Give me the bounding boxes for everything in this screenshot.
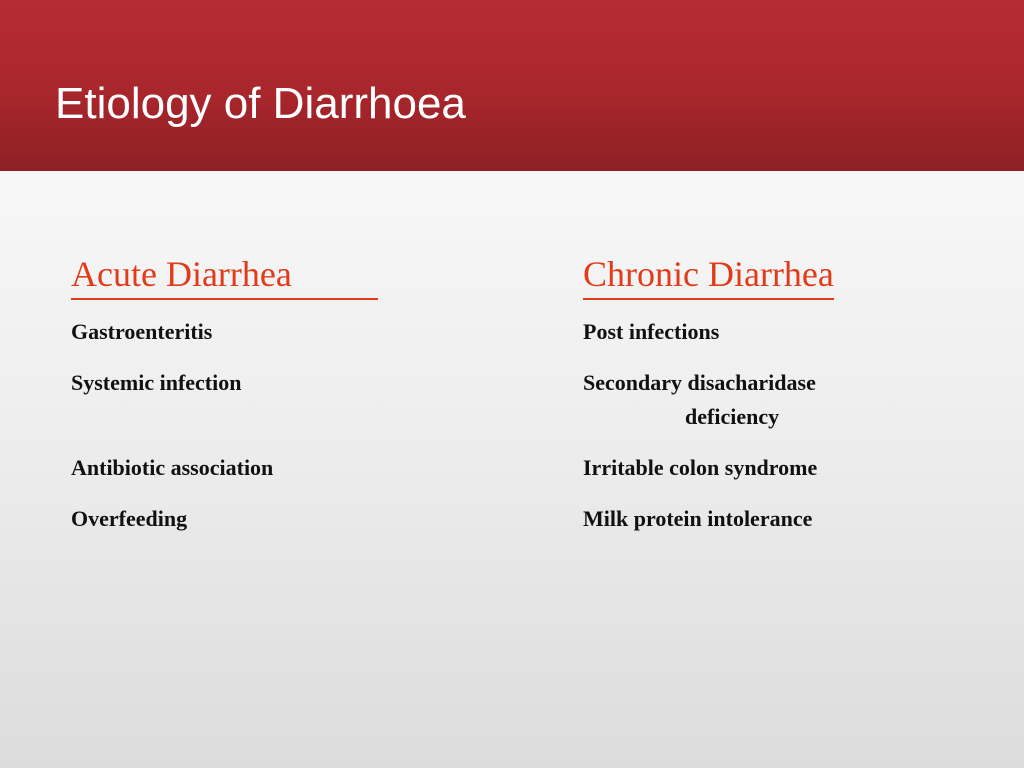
chronic-item-milk-protein-intolerance: Milk protein intolerance [583,506,813,531]
acute-column [71,252,491,553]
chronic-item-secondary-disacharidase-deficiency [583,366,1003,434]
acute-item-overfeeding: Overfeeding [71,506,188,531]
acute-list [71,315,491,536]
chronic-item-line-1: Secondary disacharidase [583,370,816,395]
title-bar [0,0,1024,171]
chronic-list [583,315,1003,536]
chronic-item-post-infections: Post infections [583,319,720,344]
acute-heading: Acute Diarrhea [71,252,378,300]
acute-item-systemic-infection: Systemic infection [71,370,242,395]
acute-item-antibiotic-association: Antibiotic association [71,455,274,480]
acute-item-gastroenteritis: Gastroenteritis [71,319,213,344]
chronic-heading: Chronic Diarrhea [583,252,834,300]
chronic-item-irritable-colon-syndrome: Irritable colon syndrome [583,455,818,480]
slide-title: Etiology of Diarrhoea [55,79,466,128]
chronic-item-line-2: deficiency [685,404,780,429]
chronic-column [583,252,1003,553]
